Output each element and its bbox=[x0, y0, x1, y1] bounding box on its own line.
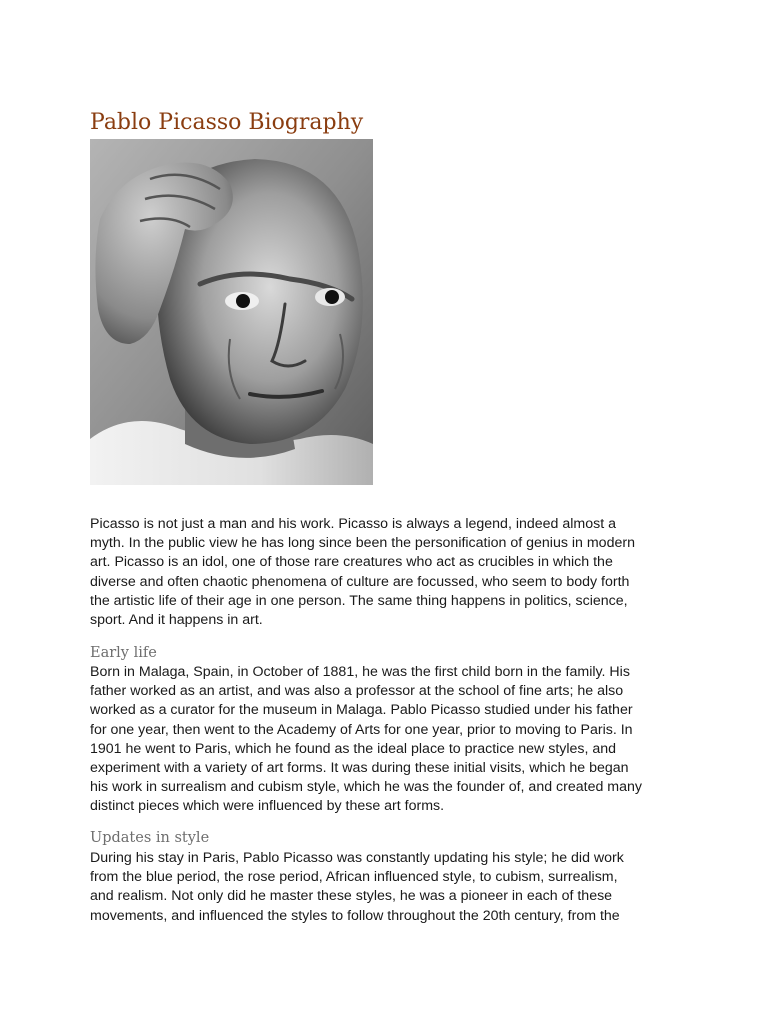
early-life-line: father worked as an artist, and was also a professor at the school of fine arts; he also bbox=[90, 683, 624, 700]
section-heading-early-life: Early life bbox=[90, 645, 157, 661]
updates-in-style-line: and realism. Not only did he master these styles, he was a pioneer in each of these bbox=[90, 888, 613, 905]
early-life-line: distinct pieces which were influenced by these art forms. bbox=[90, 798, 445, 815]
intro-line: the artistic life of their age in one person. The same thing happens in politics, science, bbox=[90, 592, 628, 609]
early-life-line: 1901 he went to Paris, which he found as the ideal place to practice new styles, and bbox=[90, 740, 617, 757]
intro-line: myth. In the public view he has long since been the personification of genius in modern bbox=[90, 535, 635, 552]
early-life-line: worked as a curator for the museum in Malaga. Pablo Picasso studied under his father bbox=[90, 702, 633, 719]
intro-line: art. Picasso is an idol, one of those rare creatures who act as crucibles in which the bbox=[90, 554, 613, 571]
page-title: Pablo Picasso Biography bbox=[90, 110, 364, 135]
early-life-line: for one year, then went to the Academy of Arts for one year, prior to moving to Paris. In bbox=[90, 721, 633, 738]
updates-in-style-line: from the blue period, the rose period, African influenced style, to cubism, surrealism, bbox=[90, 869, 618, 886]
intro-line: Picasso is not just a man and his work. Picasso is always a legend, indeed almost a bbox=[90, 516, 616, 532]
updates-in-style-line: During his stay in Paris, Pablo Picasso was constantly updating his style; he did work bbox=[90, 850, 624, 866]
intro-line: diverse and often chaotic phenomena of culture are focussed, who seem to body forth bbox=[90, 573, 630, 590]
portrait-photo bbox=[90, 139, 373, 485]
intro-paragraph bbox=[90, 515, 690, 630]
intro-line: sport. And it happens in art. bbox=[90, 612, 263, 629]
early-life-line: Born in Malaga, Spain, in October of 1881, he was the first child born in the family. His bbox=[90, 664, 630, 680]
updates-in-style-paragraph bbox=[90, 849, 690, 926]
section-heading-updates-in-style: Updates in style bbox=[90, 830, 210, 846]
early-life-line: experiment with a variety of art forms. It was during these initial visits, which he began bbox=[90, 760, 629, 777]
early-life-line: his work in surrealism and cubism style, which he was the founder of, and created many bbox=[90, 779, 642, 796]
early-life-paragraph bbox=[90, 663, 690, 817]
updates-in-style-line: movements, and influenced the styles to follow throughout the 20th century, from the bbox=[90, 907, 620, 924]
portrait-illustration bbox=[90, 139, 373, 485]
